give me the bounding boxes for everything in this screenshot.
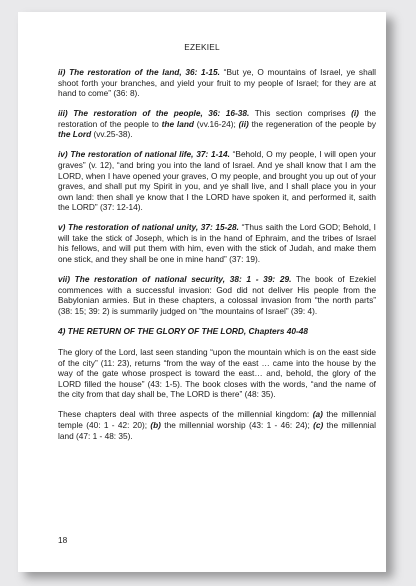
paragraph-text: The book of Ezekiel commences with a successful invasion: God did not deliver His people from the Babylonian armies. But in these chapters, a colossal invasion from “the north parts” (38: 15; 39: 2) is summarily judged on “the mountains of Israel” (39: 4). bbox=[58, 274, 376, 316]
paragraph-text: “Thus saith the Lord GOD; Behold, I will take the stick of Joseph, which is in the hand of Ephraim, and the tribes of Israel his fellows, and will put them with him, even with the stick of Judah, and make them one stick, and they shall be one in mine hand” (37: 19). bbox=[58, 222, 376, 265]
emphasis: (c) bbox=[313, 419, 324, 430]
paragraph-text: the restoration of the people to bbox=[58, 108, 376, 129]
book-page bbox=[18, 12, 386, 572]
paragraph-text: “But ye, O mountains of Israel, ye shall shoot forth your branches, and yield your fruit to my people of Israel; for they are at hand to come” (36: 8). bbox=[58, 67, 376, 99]
page-body bbox=[58, 67, 376, 451]
paragraph-text: the millennial temple (40: 1 - 42: 20); bbox=[58, 409, 376, 430]
paragraph-heading: ii) The restoration of the land, 36: 1-15. bbox=[58, 67, 220, 77]
paragraph-text: the millennial land (47: 1 - 48: 35). bbox=[58, 419, 376, 441]
paragraph-heading: vii) The restoration of national security, 38: 1 - 39: 29. bbox=[58, 274, 292, 285]
page-number: 18 bbox=[58, 535, 68, 545]
emphasis: (b) bbox=[150, 419, 161, 430]
emphasis: (i) bbox=[351, 108, 359, 119]
paragraph-restoration-people bbox=[58, 108, 376, 140]
emphasis: the Lord bbox=[58, 129, 92, 140]
paragraph-heading: iv) The restoration of national life, 37: 1-14. bbox=[58, 149, 230, 160]
paragraph-text: “Behold, O my people, I will open your graves” (v. 12), “and bring you into the land of Israel. And ye shall know that I am the LORD, when I have opened your graves, O my people, and brought you up out of your graves, and shall put my Spirit in you, and ye shall live, and I shall place you in your own land: then shall ye know that I the LORD have spoken it, and performed it, saith the LORD” (37: 12-14). bbox=[58, 149, 376, 213]
paragraph-text: the regeneration of the people by bbox=[248, 118, 377, 129]
paragraph-glory-returns bbox=[58, 347, 376, 400]
running-header: EZEKIEL bbox=[184, 42, 220, 52]
emphasis: (ii) bbox=[238, 118, 249, 129]
paragraph-text: These chapters deal with three aspects of the millennial kingdom: bbox=[58, 409, 313, 420]
paragraph-text: The glory of the Lord, last seen standing “upon the mountain which is on the east side of the city” (11: 23), returns “from the way of the east … came into the house by the way of the gate whose prospect is toward the east… and, behold, the glory of the LORD filled the house” (43: 1-5). The book closes with the words, “and the name of the city from that day shall be, The LORD is there” (48: 35). bbox=[58, 347, 376, 400]
paragraph-restoration-national-unity bbox=[58, 222, 376, 264]
paragraph-millennial-kingdom bbox=[58, 409, 376, 441]
paragraph-text: (vv.25-38). bbox=[91, 129, 133, 140]
paragraph-restoration-national-security bbox=[58, 274, 376, 316]
paragraph-restoration-land bbox=[58, 67, 376, 99]
paragraph-text: the millennial worship (43: 1 - 46: 24); bbox=[160, 419, 314, 430]
paragraph-heading: v) The restoration of national unity, 37: 15-28. bbox=[58, 222, 239, 233]
emphasis: the land bbox=[161, 118, 194, 129]
section-title: 4) THE RETURN OF THE GLORY OF THE LORD, Chapters 40-48 bbox=[58, 325, 309, 336]
paragraph-restoration-national-life bbox=[58, 149, 376, 213]
emphasis: (a) bbox=[312, 409, 323, 420]
paragraph-text: (vv.16-24); bbox=[193, 118, 239, 129]
paragraph-heading: iii) The restoration of the people, 36: 16-38. bbox=[58, 108, 250, 119]
paragraph-text: This section comprises bbox=[249, 108, 352, 119]
